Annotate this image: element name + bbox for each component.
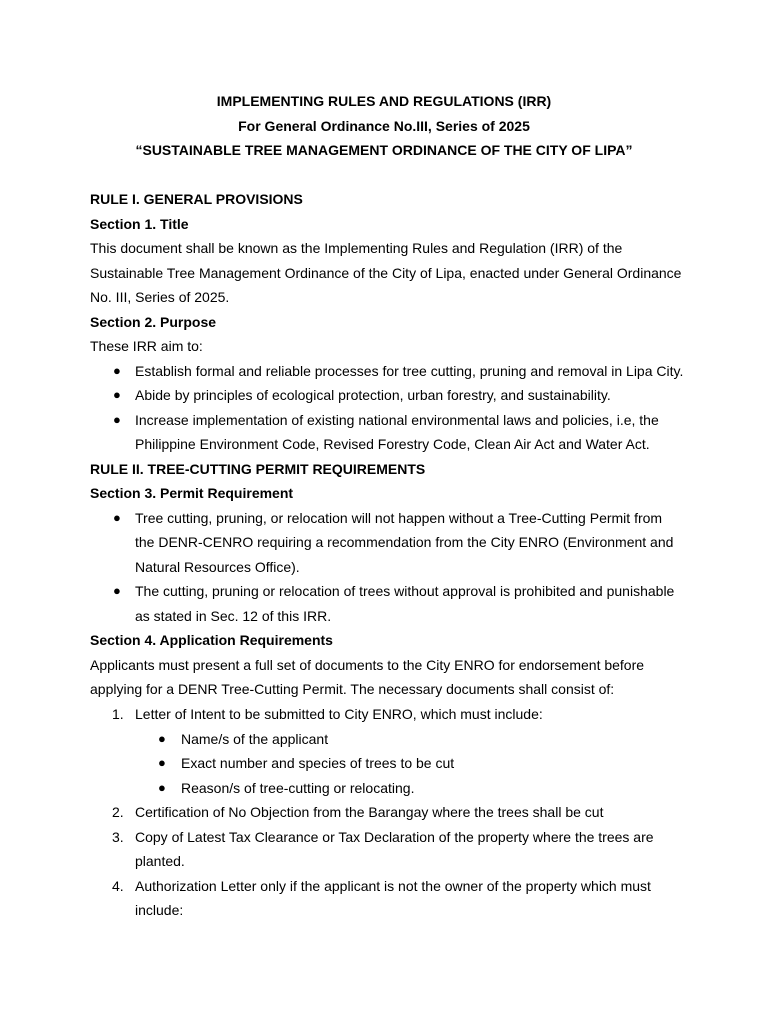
requirement-item: Copy of Latest Tax Clearance or Tax Declaration of the property where the trees are <box>135 829 654 845</box>
section-1-text: This document shall be known as the Implementing Rules and Regulation (IRR) of the <box>90 240 623 256</box>
section-3-heading: Section 3. Permit Requirement <box>90 485 294 501</box>
bullet-icon: ● <box>113 510 121 525</box>
section-2-heading: Section 2. Purpose <box>90 314 217 330</box>
purpose-item: Abide by principles of ecological protection, urban forestry, and sustainability. <box>135 387 611 403</box>
requirement-item: planted. <box>135 853 185 869</box>
document-title: IMPLEMENTING RULES AND REGULATIONS (IRR) <box>216 93 552 109</box>
section-1-text: No. III, Series of 2025. <box>90 289 230 305</box>
rule-1-heading: RULE I. GENERAL PROVISIONS <box>90 191 303 207</box>
permit-item: The cutting, pruning or relocation of trees without approval is prohibited and punishable <box>135 583 675 599</box>
purpose-item: Increase implementation of existing national environmental laws and policies, i.e, the <box>135 412 659 428</box>
section-4-heading: Section 4. Application Requirements <box>90 632 333 648</box>
bullet-icon: ● <box>113 363 121 378</box>
bullet-icon: ● <box>158 731 166 746</box>
bullet-icon: ● <box>158 780 166 795</box>
section-1-text: Sustainable Tree Management Ordinance of the City of Lipa, enacted under General Ordinance <box>90 265 682 281</box>
section-1-heading: Section 1. Title <box>90 216 189 232</box>
letter-content-item: Exact number and species of trees to be cut <box>181 755 455 771</box>
permit-item: Tree cutting, pruning, or relocation will not happen without a Tree-Cutting Permit from <box>135 510 663 526</box>
requirement-item: Certification of No Objection from the Barangay where the trees shall be cut <box>135 804 604 820</box>
requirement-item: include: <box>135 902 184 918</box>
letter-content-item: Name/s of the applicant <box>181 731 329 747</box>
bullet-icon: ● <box>113 387 121 402</box>
bullet-icon: ● <box>113 583 121 598</box>
rule-2-heading: RULE II. TREE-CUTTING PERMIT REQUIREMENTS <box>90 461 426 477</box>
permit-item: as stated in Sec. 12 of this IRR. <box>135 608 332 624</box>
requirement-item: Authorization Letter only if the applicant is not the owner of the property which must <box>135 878 651 894</box>
list-number: 2. <box>112 804 124 820</box>
section-4-text: Applicants must present a full set of documents to the City ENRO for endorsement before <box>90 657 645 673</box>
list-number: 1. <box>112 706 124 722</box>
bullet-icon: ● <box>113 412 121 427</box>
list-number: 3. <box>112 829 124 845</box>
requirement-item: Letter of Intent to be submitted to City ENRO, which must include: <box>135 706 543 722</box>
section-2-intro: These IRR aim to: <box>90 338 203 354</box>
permit-item: the DENR-CENRO requiring a recommendation from the City ENRO (Environment and <box>135 534 674 550</box>
section-4-text: applying for a DENR Tree-Cutting Permit. The necessary documents shall consist of: <box>90 681 615 697</box>
document-subtitle: For General Ordinance No.III, Series of 2025 <box>238 118 530 134</box>
bullet-icon: ● <box>158 755 166 770</box>
list-number: 4. <box>112 878 124 894</box>
purpose-item: Establish formal and reliable processes for tree cutting, pruning and removal in Lipa City. <box>135 363 684 379</box>
purpose-item: Philippine Environment Code, Revised Forestry Code, Clean Air Act and Water Act. <box>135 436 650 452</box>
ordinance-name: “SUSTAINABLE TREE MANAGEMENT ORDINANCE OF THE CITY OF LIPA” <box>135 142 633 158</box>
permit-item: Natural Resources Office). <box>135 559 300 575</box>
letter-content-item: Reason/s of tree-cutting or relocating. <box>181 780 415 796</box>
